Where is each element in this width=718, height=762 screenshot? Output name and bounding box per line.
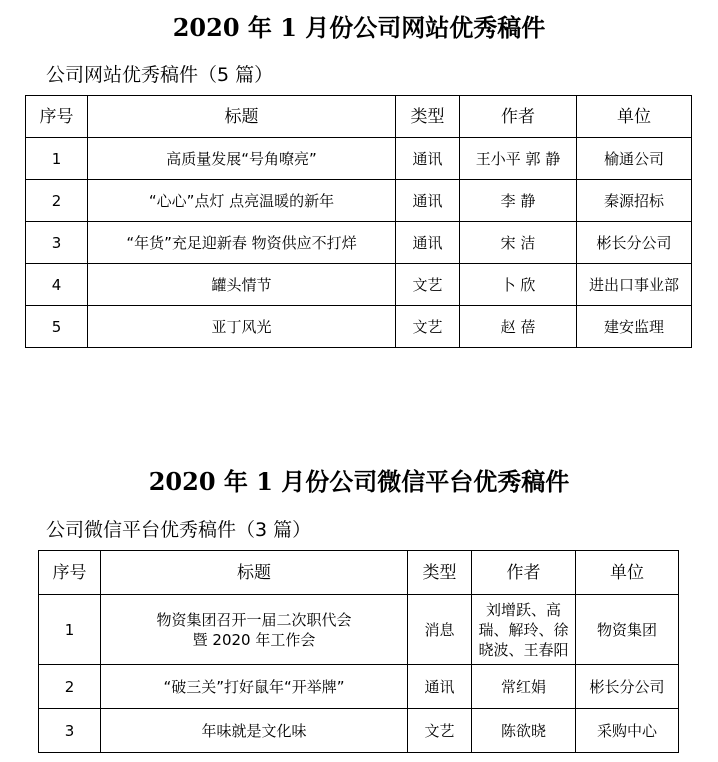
header-cell: 作者	[460, 96, 577, 138]
table-cell: 物资集团	[576, 595, 679, 665]
table-cell: 年味就是文化味	[101, 709, 408, 753]
table-cell: 1	[39, 595, 101, 665]
table-cell: 秦源招标	[577, 180, 692, 222]
table-cell: 通讯	[396, 222, 460, 264]
table-cell: 3	[26, 222, 88, 264]
table-cell: 2	[39, 665, 101, 709]
table-cell: 陈欲晓	[472, 709, 576, 753]
table-cell: 彬长分公司	[576, 665, 679, 709]
section1-title: 2020 年 1 月份公司网站优秀稿件	[172, 13, 546, 42]
table-header-row	[26, 96, 692, 138]
table-row	[26, 222, 692, 264]
table-cell: 通讯	[396, 180, 460, 222]
table-row	[39, 665, 679, 709]
table-cell: 赵 蓓	[460, 306, 577, 348]
table-cell: 卜 欣	[460, 264, 577, 306]
table-cell: 文艺	[396, 306, 460, 348]
wechat-articles-table	[38, 550, 679, 753]
section2-title: 2020 年 1 月份公司微信平台优秀稿件	[148, 467, 570, 496]
table-cell: “心心”点灯 点亮温暖的新年	[88, 180, 396, 222]
table-cell: 物资集团召开一届二次职代会 暨 2020 年工作会	[101, 595, 408, 665]
section1-subtitle: 公司网站优秀稿件（5 篇）	[46, 64, 274, 86]
table-cell: 建安监理	[577, 306, 692, 348]
table-row	[26, 138, 692, 180]
header-cell: 单位	[576, 551, 679, 595]
header-cell: 标题	[101, 551, 408, 595]
table-cell: 罐头情节	[88, 264, 396, 306]
table-cell: 宋 洁	[460, 222, 577, 264]
table-cell: 文艺	[396, 264, 460, 306]
header-cell: 序号	[26, 96, 88, 138]
table-cell: 5	[26, 306, 88, 348]
table-cell: 进出口事业部	[577, 264, 692, 306]
table-cell: 榆通公司	[577, 138, 692, 180]
header-cell: 类型	[396, 96, 460, 138]
section2-subtitle: 公司微信平台优秀稿件（3 篇）	[46, 519, 312, 541]
table-cell: 彬长分公司	[577, 222, 692, 264]
table-cell: 1	[26, 138, 88, 180]
website-articles-table	[25, 95, 692, 348]
header-cell: 类型	[408, 551, 472, 595]
table-row	[26, 306, 692, 348]
header-cell: 单位	[577, 96, 692, 138]
header-cell: 序号	[39, 551, 101, 595]
table-cell: 3	[39, 709, 101, 753]
table-cell: 2	[26, 180, 88, 222]
table-cell: 王小平 郭 静	[460, 138, 577, 180]
table-row	[26, 264, 692, 306]
table-cell: 采购中心	[576, 709, 679, 753]
table-header-row	[39, 551, 679, 595]
table-cell: “破三关”打好鼠年“开举牌”	[101, 665, 408, 709]
table-cell: “年货”充足迎新春 物资供应不打烊	[88, 222, 396, 264]
table-cell: 消息	[408, 595, 472, 665]
table-row	[39, 595, 679, 665]
table-cell: 通讯	[396, 138, 460, 180]
table-cell: 亚丁风光	[88, 306, 396, 348]
table-cell: 常红娟	[472, 665, 576, 709]
table-cell: 通讯	[408, 665, 472, 709]
header-cell: 作者	[472, 551, 576, 595]
header-cell: 标题	[88, 96, 396, 138]
table-cell: 高质量发展“号角嘹亮”	[88, 138, 396, 180]
table-cell: 文艺	[408, 709, 472, 753]
table-cell: 4	[26, 264, 88, 306]
table-row	[39, 709, 679, 753]
table-cell: 李 静	[460, 180, 577, 222]
table-row	[26, 180, 692, 222]
table-cell: 刘增跃、高 瑞、解玲、徐 晓波、王春阳	[472, 595, 576, 665]
